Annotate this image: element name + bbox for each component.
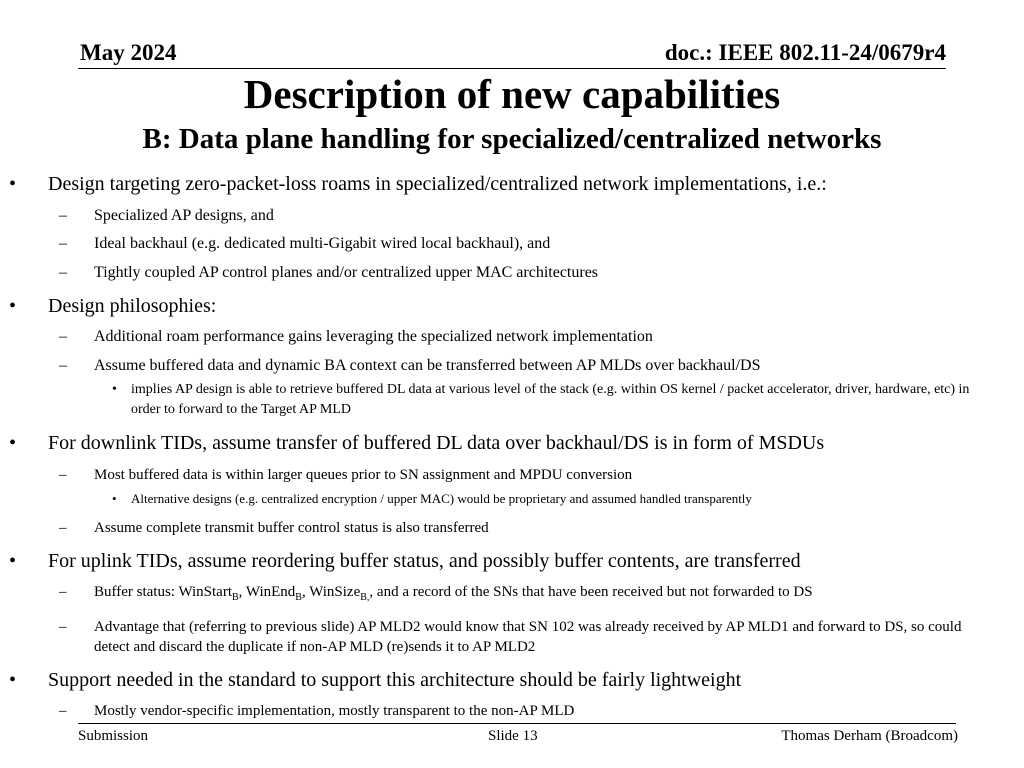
bullet-4-sub-2 xyxy=(0,617,1024,657)
footer-rule xyxy=(78,723,956,724)
bullet-3-sub-1 xyxy=(0,465,1024,485)
bullet-marker: • xyxy=(9,432,17,454)
bullet-5-text: Support needed in the standard to support this architecture should be fairly lightweight xyxy=(48,668,742,691)
bullet-5-sub-1 xyxy=(0,701,1024,721)
bullet-1-sub-1 xyxy=(0,206,1024,226)
bullet-2-sub-2 xyxy=(0,356,1024,376)
bullet-marker: • xyxy=(112,491,117,506)
bullet-1-sub-3 xyxy=(0,263,1024,283)
bullet-3 xyxy=(0,430,1024,456)
bullet-1-sub-3-text: Tightly coupled AP control planes and/or centralized upper MAC architectures xyxy=(94,263,599,281)
bullet-1-sub-2-text: Ideal backhaul (e.g. dedicated multi-Gigabit wired local backhaul), and xyxy=(94,235,551,252)
bullet-1-text: Design targeting zero-packet-loss roams in specialized/centralized network implementations, i.e.: xyxy=(48,173,827,195)
bullet-3-sub-1-text: Most buffered data is within larger queues prior to SN assignment and MPDU conversion xyxy=(94,466,633,483)
header-doc-id: doc.: IEEE 802.11-24/0679r4 xyxy=(664,40,946,65)
header-date: May 2024 xyxy=(80,40,177,65)
bullet-5 xyxy=(0,667,1024,693)
bullet-4-text: For uplink TIDs, assume reordering buffer status, and possibly buffer contents, are transferred xyxy=(48,549,801,572)
dash-marker: – xyxy=(59,356,67,374)
bullet-1 xyxy=(0,171,1024,197)
dash-marker: – xyxy=(59,466,67,483)
bullet-2-sub-2-detail xyxy=(0,380,1024,420)
bullet-4 xyxy=(0,548,1024,574)
bullet-2-sub-2-detail-text: implies AP design is able to retrieve buffered DL data at various level of the stack (e.g. within OS kernel / packet accelerator, driver, hardware, etc) in order to forward to the Target AP MLD xyxy=(131,382,970,417)
dash-marker: – xyxy=(59,328,67,345)
slide-body xyxy=(0,168,1024,721)
bullet-2-sub-1 xyxy=(0,327,1024,347)
dash-marker: – xyxy=(59,519,67,536)
dash-marker: – xyxy=(59,703,67,719)
bullet-marker: • xyxy=(112,382,117,397)
buffer-status-line: Buffer status: WinStart$_B$, WinEnd$_B$, WinSize$_{B,}$, and a record of the SNs that have been received but not forwarded to DS xyxy=(94,584,813,603)
bullet-marker: • xyxy=(9,294,17,317)
bullet-3-sub-2 xyxy=(0,518,1024,538)
bullet-2-sub-1-text: Additional roam performance gains leveraging the specialized network implementation xyxy=(94,328,653,345)
bullet-3-sub-1-detail xyxy=(0,489,1024,509)
slide-title: Description of new capabilities xyxy=(243,71,781,117)
footer-slide-number: Slide 13 xyxy=(488,728,538,744)
bullet-marker: • xyxy=(9,173,17,195)
dash-marker: – xyxy=(59,235,67,252)
bullet-5-sub-1-text: Mostly vendor-specific implementation, mostly transparent to the non-AP MLD xyxy=(94,703,575,719)
dash-marker: – xyxy=(59,618,67,635)
bullet-3-sub-2-text: Assume complete transmit buffer control status is also transferred xyxy=(94,519,489,536)
bullet-1-sub-1-text: Specialized AP designs, and xyxy=(94,206,274,224)
bullet-3-sub-1-detail-text: Alternative designs (e.g. centralized encryption / upper MAC) would be proprietary and assumed handled transparently xyxy=(131,491,752,506)
bullet-4-sub-2-text: Advantage that (referring to previous slide) AP MLD2 would know that SN 102 was already received by AP MLD1 and forward to DS, so could detect and discard the duplicate if non-AP MLD (re)sends it to AP MLD2 xyxy=(94,618,962,655)
bullet-1-sub-2 xyxy=(0,234,1024,254)
bullet-4-sub-1 xyxy=(0,582,1024,608)
bullet-2-text: Design philosophies: xyxy=(48,294,217,317)
footer-author: Thomas Derham (Broadcom) xyxy=(781,728,958,744)
footer-submission: Submission xyxy=(78,728,149,744)
dash-marker: – xyxy=(59,584,67,600)
header-rule xyxy=(78,68,946,69)
bullet-2-sub-2-text: Assume buffered data and dynamic BA context can be transferred between AP MLDs over backhaul/DS xyxy=(94,356,761,374)
bullet-3-text: For downlink TIDs, assume transfer of buffered DL data over backhaul/DS is in form of MSDUs xyxy=(48,432,825,454)
slide-subtitle: B: Data plane handling for specialized/centralized networks xyxy=(142,123,882,155)
bullet-marker: • xyxy=(9,549,17,572)
dash-marker: – xyxy=(59,263,67,281)
dash-marker: – xyxy=(59,206,67,224)
bullet-2 xyxy=(0,293,1024,319)
bullet-marker: • xyxy=(9,668,17,691)
